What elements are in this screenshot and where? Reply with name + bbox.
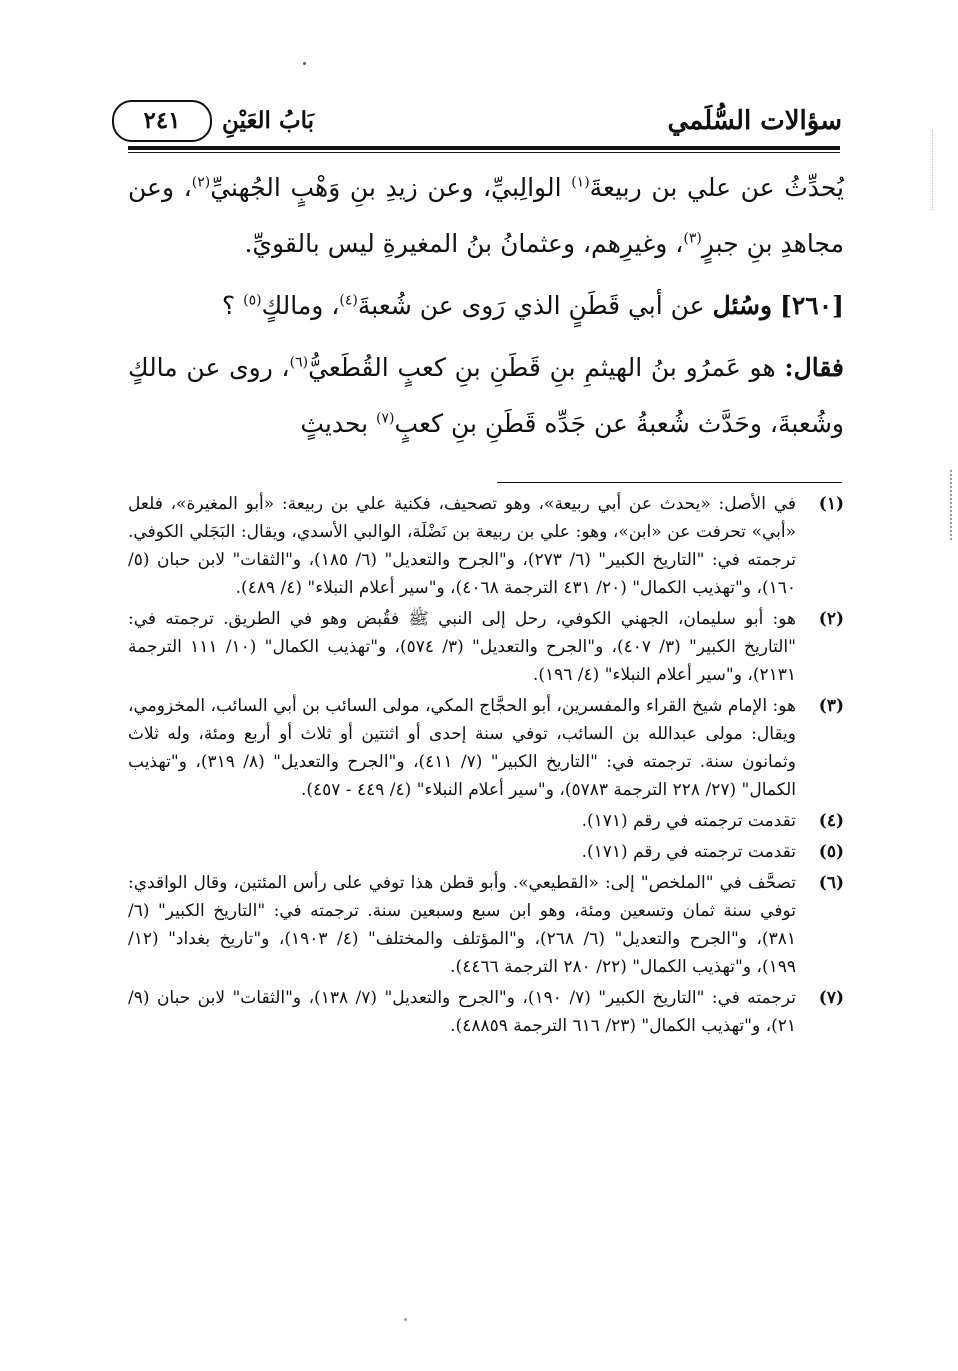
footnote-number: (٦): [818, 873, 844, 893]
main-text: [128, 160, 844, 452]
text-run: بحديثٍ: [300, 409, 377, 438]
page-number: ٢٤١: [112, 100, 212, 142]
text-run: ؟: [221, 291, 244, 320]
text-run: ، ومالكٍ: [261, 291, 340, 320]
footnote-number: (٣): [818, 696, 844, 716]
text-run: الوالِبيِّ، وعن زيدِ بنِ وَهْبٍ الجُهنيِّ: [210, 173, 572, 202]
footnote-ref: (٤): [339, 292, 358, 309]
chapter-title: بَابُ العَيْنِ: [222, 107, 315, 134]
footnote: [128, 605, 844, 689]
footnote: [128, 984, 844, 1040]
footnote-text: في الأصل: «يحدث عن أبي ربيعة»، وهو تصحيف، فكنية علي بن ربيعة: «أبو المغيرة»، فلعل «أبي» تحرفت عن «ابن»، وهو: علي بن ربيعة بن نَضْلَة، الوالبي الأسدي، ويقال: البَجَلي الكوفي. ترجمته في: "التاريخ الكبير" (٦/ ٢٧٣)، و"الجرح والتعديل" (٦/ ١٨٥)، و"الثقات" لابن حبان (٥/ ١٦٠)، و"تهذيب الكمال" (٢٠/ ٤٣١ الترجمة ٤٠٦٨)، و"سير أعلام النبلاء" (٤/ ٤٨٩).: [128, 494, 797, 598]
continuation-paragraph: [128, 160, 844, 272]
footnote-text: تقدمت ترجمته في رقم (١٧١).: [581, 811, 796, 831]
footnote: [128, 692, 844, 804]
footnote-separator: [497, 482, 842, 483]
header-rule: [128, 146, 840, 150]
footnote-ref: (١): [571, 174, 590, 191]
footnote: [128, 490, 844, 602]
footnote: [128, 869, 844, 981]
footnote-ref: (٢): [191, 174, 211, 191]
text-run: ، وعن مجاهدِ بنِ جبرٍ: [128, 173, 844, 258]
header-rule-thin: [128, 152, 840, 153]
book-title: سؤالات السُّلَمي: [667, 106, 842, 136]
footnote-number: (٢): [818, 609, 844, 629]
question-lead: وسُئل: [712, 291, 773, 320]
text-run: يُحدِّثُ عن علي بن ربيعةَ: [589, 173, 845, 202]
answer-paragraph: [128, 340, 844, 452]
text-run: ، وغيرِهم، وعثمانُ بنُ المغيرةِ ليس بالقويِّ.: [244, 229, 684, 258]
footnote-text: هو: أبو سليمان، الجهني الكوفي، رحل إلى النبي ﷺ فقُبض وهو في الطريق. ترجمته في: "التاريخ الكبير" (٣/ ٤٠٧)، و"الجرح والتعديل" (٣/ ٥٧٤)، و"تهذيب الكمال" (١٠/ ١١١ الترجمة ٢١٣١)، و"سير أعلام النبلاء" (٤/ ١٩٦).: [128, 609, 796, 685]
text-run: عن أبي قَطَنٍ الذي رَوى عن شُعبةَ: [357, 291, 713, 320]
footnote-text: ترجمته في: "التاريخ الكبير" (٧/ ١٩٠)، و"الجرح والتعديل" (٧/ ١٣٨)، و"الثقات" لابن حبان (٩/ ٢١)، و"تهذيب الكمال" (٢٣/ ٦١٦ الترجمة ٤٨٨٥٩).: [128, 988, 797, 1036]
answer-lead: فقال:: [784, 353, 844, 382]
text-run: هو عَمرُو بنُ الهيثمِ بنِ قَطَنِ بنِ كعبٍ القُطَعيُّ: [308, 353, 785, 382]
footnote-ref: (٧): [376, 410, 395, 427]
footnote-number: (٧): [818, 988, 844, 1008]
scan-edge-mark: [932, 130, 939, 210]
scan-edge-mark: [950, 470, 956, 540]
footnote-ref: (٣): [683, 230, 702, 247]
footnote: [128, 807, 844, 835]
scan-speck: [404, 1318, 407, 1321]
footnote-number: (٤): [818, 811, 844, 831]
text-run: ، روى عن مالكٍ وشُعبةَ، وحَدَّث شُعبةُ عن جَدِّه قَطَنِ بنِ كعبٍ: [128, 353, 844, 438]
footnote-number: (١): [818, 494, 844, 514]
scan-speck: [303, 62, 306, 65]
page-header: [112, 98, 842, 146]
footnote-text: هو: الإمام شيخ القراء والمفسرين، أبو الحجَّاج المكي، مولى السائب بن أبي السائب، المخزومي، ويقال: مولى عبدالله بن السائب، توفي سنة إحدى أو اثنتين أو ثلاث أو أربع ومئة، وله ثلاث وثمانون سنة. ترجمته في: "التاريخ الكبير" (٧/ ٤١١)، و"الجرح والتعديل" (٨/ ٣١٩)، و"تهذيب الكمال" (٢٧/ ٢٢٨ الترجمة ٥٧٨٣)، و"سير أعلام النبلاء" (٤/ ٤٤٩ - ٤٥٧).: [128, 696, 797, 800]
footnote-number: (٥): [818, 842, 844, 862]
footnote: [128, 838, 844, 866]
footnote-text: تقدمت ترجمته في رقم (١٧١).: [581, 842, 796, 862]
entry-number: [٢٦٠]: [780, 291, 844, 320]
question-entry: [128, 278, 844, 334]
footnote-text: تصحَّف في "الملخص" إلى: «القطيعي». وأبو قطن هذا توفي على رأس المئتين، وقال الواقدي: توفي سنة ثمان وتسعين ومئة، وهو ابن سبع وسبعين سنة. ترجمته في: "التاريخ الكبير" (٦/ ٣٨١)، و"الجرح والتعديل" (٦/ ٢٦٨)، و"المؤتلف والمختلف" (٤/ ١٩٠٣)، و"تاريخ بغداد" (١٢/ ١٩٩)، و"تهذيب الكمال" (٢٢/ ٢٨٠ الترجمة ٤٤٦٦).: [128, 873, 796, 977]
footnotes: [128, 490, 844, 1043]
footnote-ref: (٦): [289, 354, 309, 371]
footnote-ref: (٥): [243, 292, 262, 309]
